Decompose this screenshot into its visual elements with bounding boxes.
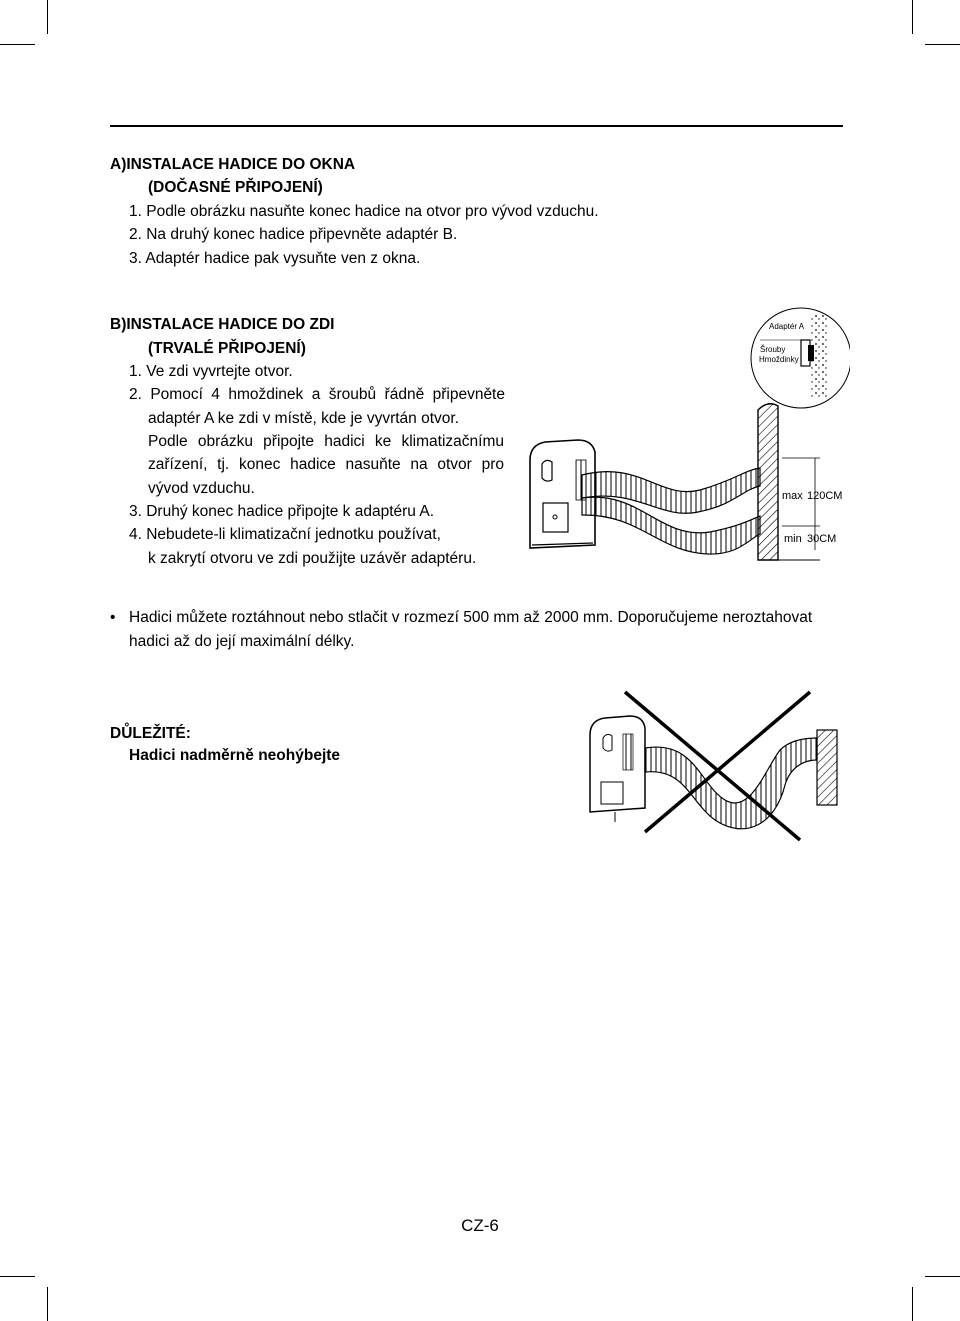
crop-mark-top-right-h — [925, 44, 960, 45]
section-b-line-2: 2. Pomocí 4 hmoždinek a šroubů řádně připevněte — [129, 386, 505, 403]
crop-mark-top-left-v — [47, 0, 48, 34]
section-a-step-2: 2. Na druhý konec hadice připevněte adaptér B. — [129, 226, 458, 243]
section-a-step-3: 3. Adaptér hadice pak vysuňte ven z okna. — [129, 250, 421, 267]
min-label: min — [784, 533, 802, 545]
crop-mark-bottom-right-h — [925, 1276, 960, 1277]
crop-mark-bottom-right-v — [912, 1287, 913, 1321]
section-b-subheading: (TRVALÉ PŘIPOJENÍ) — [148, 340, 306, 357]
wall-installation-diagram — [520, 300, 850, 590]
max-value: 120CM — [807, 490, 843, 502]
hose-length-note — [110, 606, 843, 653]
hose-length-note-text: Hadici můžete roztáhnout nebo stlačit v rozmezí 500 mm až 2000 mm. Doporučujeme neroztahovat hadici až do její maximální délky. — [129, 609, 813, 650]
section-b-line-6: vývod vzduchu. — [148, 480, 255, 497]
air-conditioner-unit-small — [590, 716, 645, 822]
crop-mark-top-left-h — [0, 44, 35, 45]
screws-label: Šrouby — [760, 345, 786, 354]
section-b-line-4: Podle obrázku připojte hadici ke klimatizačnímu — [148, 433, 504, 450]
important-heading: DŮLEŽITÉ: — [110, 725, 191, 742]
wall-small — [817, 730, 837, 805]
section-a-step-1: 1. Podle obrázku nasuňte konec hadice na otvor pro vývod vzduchu. — [129, 203, 599, 220]
section-b-line-8: 4. Nebudete-li klimatizační jednotku používat, — [129, 526, 441, 543]
bullet-icon: • — [110, 609, 116, 626]
section-a-subheading: (DOČASNÉ PŘIPOJENÍ) — [148, 179, 323, 196]
exhaust-hose — [582, 468, 760, 554]
page-number: CZ-6 — [461, 1216, 499, 1235]
excessive-bend-diagram — [585, 690, 845, 850]
max-label: max — [782, 490, 803, 502]
dowels-label: Hmoždinky — [759, 355, 799, 364]
adapter-detail-callout — [751, 308, 850, 408]
crop-mark-bottom-left-h — [0, 1276, 35, 1277]
section-a-heading: A)INSTALACE HADICE DO OKNA — [110, 156, 356, 173]
section-b-line-7: 3. Druhý konec hadice připojte k adaptéru A. — [129, 503, 435, 520]
header-rule — [110, 125, 843, 127]
important-text: Hadici nadměrně neohýbejte — [129, 747, 341, 764]
section-b-line-5: zařízení, tj. konec hadice nasuňte na otvor pro — [148, 456, 504, 473]
crop-mark-top-right-v — [912, 0, 913, 34]
min-value: 30CM — [807, 533, 837, 545]
section-b-heading: B)INSTALACE HADICE DO ZDI — [110, 316, 335, 333]
crop-mark-bottom-left-v — [47, 1287, 48, 1321]
adapter-a-label: Adaptér A — [769, 322, 805, 331]
section-b-line-9: k zakrytí otvoru ve zdi použijte uzávěr adaptéru. — [148, 550, 477, 567]
section-b-line-1: 1. Ve zdi vyvrtejte otvor. — [129, 363, 293, 380]
section-b-line-3: adaptér A ke zdi v místě, kde je vyvrtán otvor. — [148, 410, 460, 427]
